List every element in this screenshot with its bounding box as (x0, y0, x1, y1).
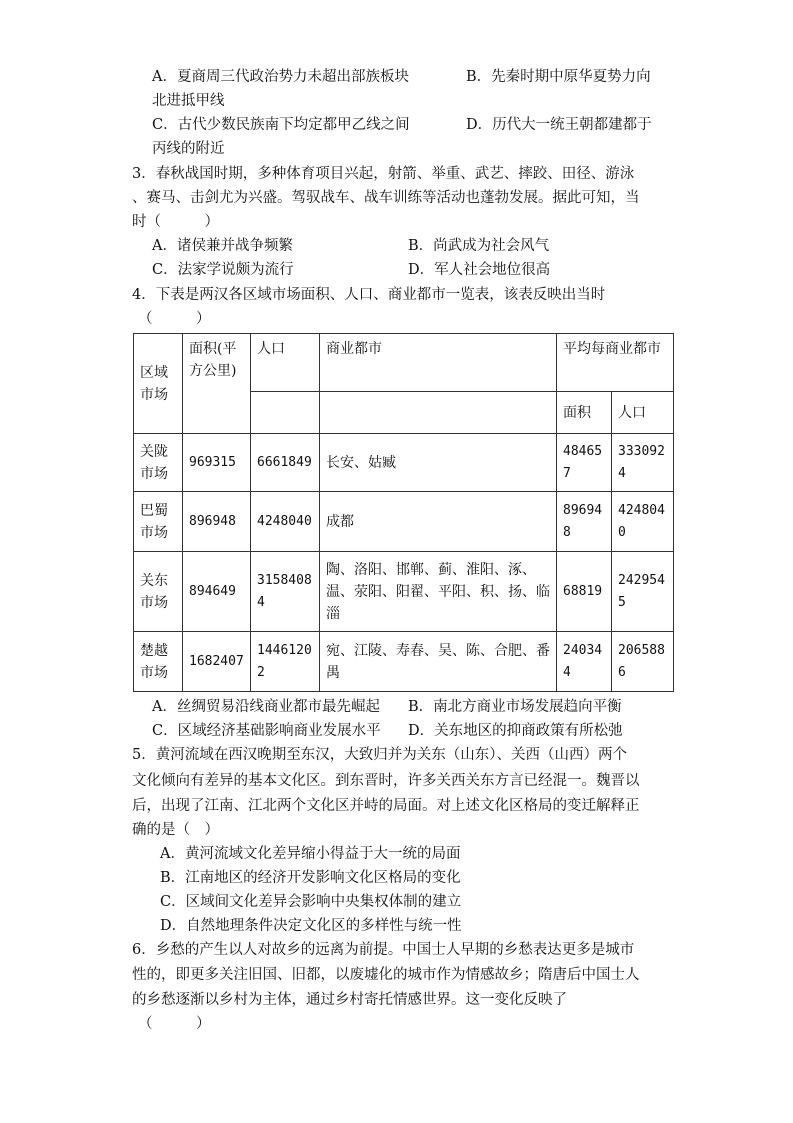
header-area: 面积(平方公里) (183, 334, 251, 434)
q4-stem-line2: （ ） (138, 311, 211, 327)
q5-stem-line3: 后，出现了江南、江北两个文化区并峙的局面。对上述文化区格局的变迁解释正 (132, 798, 640, 814)
region-cell: 巴蜀市场 (134, 492, 183, 552)
q5-option-a: A．黄河流域文化差异缩小得益于大一统的局面 (160, 846, 461, 862)
area-cell: 1682407 (183, 632, 251, 692)
q6-stem-line2: 性的，即更多关注旧国、旧都，以废墟化的城市作为情感故乡；隋唐后中国士人 (132, 967, 640, 983)
q5-option-b: B．江南地区的经济开发影响文化区格局的变化 (160, 870, 461, 886)
q6-stem-line3: 的乡愁逐渐以乡村为主体，通过乡村寄托情感世界。这一变化反映了 (132, 992, 567, 1008)
q4-option-b: B．南北方商业市场发展趋向平衡 (408, 699, 622, 715)
q3-stem-line3: 时（ ） (132, 214, 219, 230)
q5-option-d: D．自然地理条件决定文化区的多样性与统一性 (160, 918, 462, 934)
q4-option-a: A．丝绸贸易沿线商业都市最先崛起 (152, 699, 380, 715)
header-empty-cell (251, 392, 320, 434)
region-cell: 楚越市场 (134, 632, 183, 692)
average-population-cell: 2429545 (612, 552, 674, 632)
table-row (134, 492, 674, 552)
area-cell: 896948 (183, 492, 251, 552)
market-table (133, 333, 674, 692)
q2-option-c: C．古代少数民族南下均定都甲乙线之间 (152, 117, 410, 133)
q3-option-a: A．诸侯兼并战争频繁 (152, 238, 293, 254)
header-average-area: 面积 (557, 392, 612, 434)
average-area-cell: 240344 (557, 632, 612, 692)
q2-option-b-continued: 北进抵甲线 (152, 93, 225, 109)
average-population-cell: 2065886 (612, 632, 674, 692)
area-cell: 894649 (183, 552, 251, 632)
header-commercial-cities: 商业都市 (320, 334, 557, 392)
cities-cell: 陶、洛阳、邯郸、蓟、淮阳、涿、温、荥阳、阳翟、平阳、积、扬、临淄 (320, 552, 557, 632)
region-cell: 关东市场 (134, 552, 183, 632)
q6-stem-line1: 6．乡愁的产生以人对故乡的远离为前提。中国士人早期的乡愁表达更多是城市 (132, 942, 635, 958)
q3-option-d: D．军人社会地位很高 (408, 262, 551, 278)
q4-option-d: D．关东地区的抑商政策有所松弛 (408, 723, 623, 739)
q5-stem-line2: 文化倾向有差异的基本文化区。到东晋时，许多关西关东方言已经混一。魏晋以 (132, 773, 640, 789)
header-region: 区域市场 (134, 334, 183, 434)
q3-option-b: B．尚武成为社会风气 (408, 238, 550, 254)
header-population: 人口 (251, 334, 320, 392)
cities-cell: 长安、姑臧 (320, 434, 557, 492)
q6-stem-line4: （ ） (138, 1016, 211, 1032)
q3-stem-line1: 3．春秋战国时期，多种体育项目兴起，射箭、举重、武艺、摔跤、田径、游泳 (132, 166, 635, 182)
header-average-population: 人口 (612, 392, 674, 434)
table-row (134, 632, 674, 692)
header-empty-cell (320, 392, 557, 434)
q3-stem-line2: 、赛马、击剑尤为兴盛。驾驭战车、战车训练等活动也蓬勃发展。据此可知，当 (132, 190, 640, 206)
average-population-cell: 4248040 (612, 492, 674, 552)
population-cell: 6661849 (251, 434, 320, 492)
average-population-cell: 3330924 (612, 434, 674, 492)
q5-option-c: C．区域间文化差异会影响中央集权体制的建立 (160, 894, 462, 910)
header-average-per-city: 平均每商业都市 (557, 334, 674, 392)
average-area-cell: 484657 (557, 434, 612, 492)
average-area-cell: 68819 (557, 552, 612, 632)
area-cell: 969315 (183, 434, 251, 492)
q2-option-d-continued: 丙线的附近 (152, 141, 225, 157)
q3-option-c: C．法家学说颇为流行 (152, 262, 294, 278)
q2-option-b: B．先秦时期中原华夏势力向 (466, 69, 651, 85)
q5-stem-line4: 确的是（ ） (132, 822, 219, 838)
population-cell: 4248040 (251, 492, 320, 552)
q2-option-d: D．历代大一统王朝都建都于 (466, 117, 652, 133)
q4-stem-line1: 4．下表是两汉各区域市场面积、人口、商业都市一览表，该表反映出当时 (132, 287, 606, 303)
population-cell: 14461202 (251, 632, 320, 692)
average-area-cell: 896948 (557, 492, 612, 552)
table-row (134, 434, 674, 492)
region-cell: 关陇市场 (134, 434, 183, 492)
cities-cell: 成都 (320, 492, 557, 552)
q4-option-c: C．区域经济基础影响商业发展水平 (152, 723, 381, 739)
table-row (134, 552, 674, 632)
q5-stem-line1: 5．黄河流域在西汉晚期至东汉，大致归并为关东（山东）、关西（山西）两个 (132, 747, 627, 763)
cities-cell: 宛、江陵、寿春、吴、陈、合肥、番禺 (320, 632, 557, 692)
q2-option-a: A．夏商周三代政治势力未超出部族板块 (152, 69, 409, 85)
population-cell: 31584084 (251, 552, 320, 632)
